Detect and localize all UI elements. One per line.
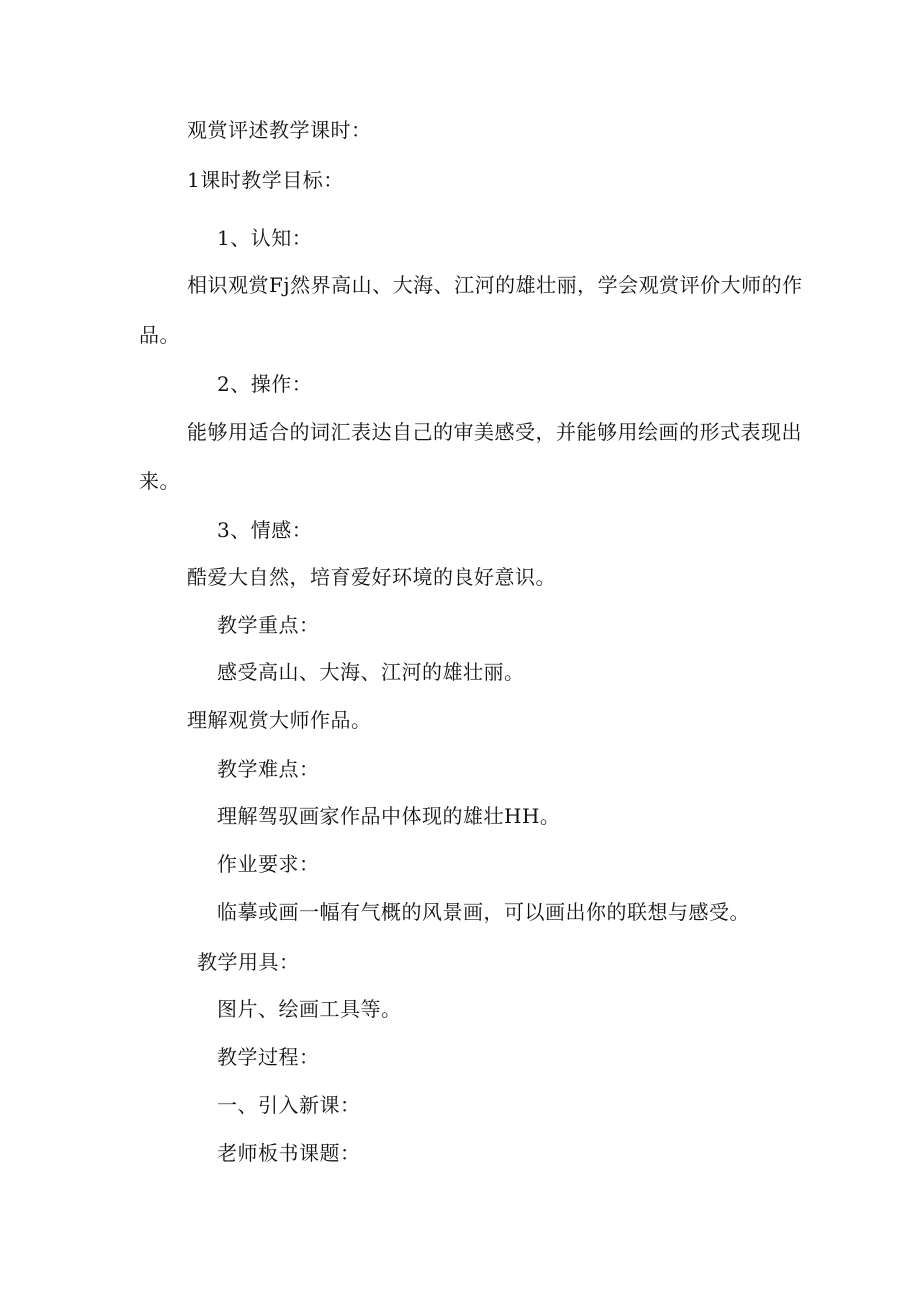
key-points-text-1: 感受高山、大海、江河的雄壮丽。 <box>217 660 525 684</box>
teacher-writes-title: 老师板书课题： <box>217 1141 361 1165</box>
goal-emotion-heading: 3、情感： <box>217 518 313 542</box>
goal-cognition-text-1: 相识观赏Fj然界高山、大海、江河的雄壮丽，学会观赏评价大师的作 <box>187 273 803 297</box>
teaching-process-heading: 教学过程： <box>217 1045 320 1069</box>
goal-cognition-text-2: 品。 <box>139 323 180 347</box>
goal-operation-heading: 2、操作： <box>217 372 313 396</box>
teaching-tools-heading: 教学用具： <box>197 950 300 974</box>
introduce-lesson-heading: 一、引入新课： <box>217 1093 361 1117</box>
homework-heading: 作业要求： <box>217 852 320 876</box>
goal-operation-text-2: 来。 <box>139 469 180 493</box>
difficulties-text: 理解驾驭画家作品中体现的雄壮HH。 <box>217 804 561 828</box>
goal-operation-text-1: 能够用适合的词汇表达自己的审美感受，并能够用绘画的形式表现出 <box>187 420 802 444</box>
difficulties-heading: 教学难点： <box>217 757 320 781</box>
key-points-text-2: 理解观赏大师作品。 <box>187 708 372 732</box>
key-points-heading: 教学重点： <box>217 613 320 637</box>
lesson-hours-heading: 观赏评述教学课时： <box>187 118 372 142</box>
teaching-tools-text: 图片、绘画工具等。 <box>217 997 402 1021</box>
goal-cognition-heading: 1、认知： <box>217 226 313 250</box>
goal-emotion-text: 酷爱大自然，培育爱好环境的良好意识。 <box>187 565 556 589</box>
homework-text: 临摹或画一幅有气概的风景画，可以画出你的联想与感受。 <box>217 900 750 924</box>
teaching-goals-heading: 1课时教学目标： <box>187 168 344 192</box>
